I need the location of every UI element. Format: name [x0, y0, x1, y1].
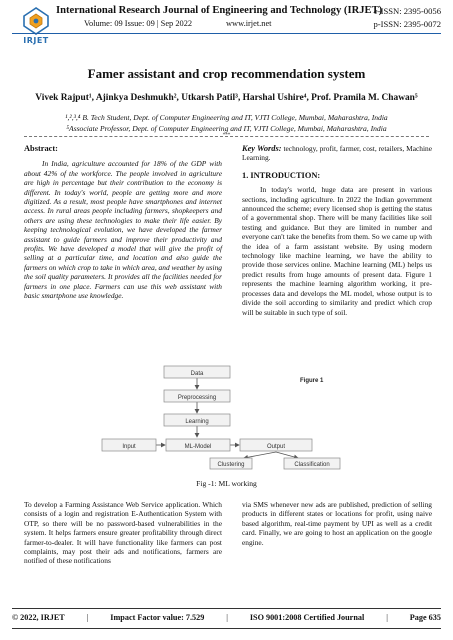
- node-output: [240, 439, 312, 451]
- author-list: Vivek Rajput¹, Ajinkya Deshmukh², Utkarsh Patil³, Harshal Ushire⁴, Prof. Pramila M. Chawan⁵: [35, 93, 418, 103]
- journal-footer: [12, 613, 441, 622]
- journal-name: International Research Journal of Engineering and Technology (IRJET): [56, 5, 383, 16]
- ml-working-figure: [100, 364, 356, 470]
- ml-flow-diagram: [100, 364, 356, 470]
- node-classification-label: Classification: [294, 462, 330, 468]
- logo-emblem-icon: [20, 6, 52, 36]
- journal-header: [0, 0, 453, 48]
- node-preprocessing: [164, 390, 230, 402]
- node-output-label: Output: [266, 444, 286, 450]
- node-input: [102, 439, 156, 451]
- node-learning-label: Learning: [185, 419, 209, 425]
- footer-impact-factor: Impact Factor value: 7.529: [110, 613, 205, 622]
- abstract-section: [24, 144, 222, 301]
- abstract-heading: Abstract:: [24, 144, 58, 153]
- introduction-body: In today's world, huge data are present in various sections, including agriculture. In 2022 the Indian government announced the scheme; every licensed shop is getting the status of a governmental shop. There will be many facilities like soil testing and guidance. But they are limited in number and everyone can't take the benefits from them. So we came up with the idea of a farm assistant website. By using modern technology like machine learning, we have the ability to provide those services online. Machine learning (ML) helps us predict results from huge amounts of present data. Figure 1 represents the machine learning algorithm working, it pre-processes data and develops the ML model, whose output is to divide the soil according to similarity and predict which crop will be suitable in such type of soil.: [242, 185, 432, 317]
- node-input-label: Input: [122, 444, 136, 450]
- journal-website: www.irjet.net: [226, 19, 272, 28]
- footer-divider: |: [86, 613, 89, 622]
- logo-label: IRJET: [23, 36, 49, 45]
- volume-issue: Volume: 09 Issue: 09 | Sep 2022: [84, 19, 193, 28]
- node-classification: [284, 458, 340, 469]
- edge-output-classification: [276, 452, 298, 458]
- footer-copyright: © 2022, IRJET: [12, 613, 65, 622]
- node-clustering: [210, 458, 252, 469]
- affiliation-professor: ⁵Associate Professor, Dept. of Computer Engineering and IT, VJTI College, Mumbai, Maharashtra, India: [66, 124, 387, 133]
- keywords-intro-section: [242, 144, 432, 317]
- e-issn: e-ISSN: 2395-0056: [373, 6, 441, 16]
- p-issn: p-ISSN: 2395-0072: [373, 19, 441, 29]
- node-ml-model: [166, 439, 230, 451]
- abstract-body: In India, agriculture accounted for 18% of the GDP with about 42% of the workforce. The people involved in agriculture are high in percentage but their contribution to the economy is different. In today's world, people are getting more and more digitized. As a result, most people have smartphones and internet access. In rural areas people including farmers, shopkeepers and others are using these technologies to make their life easier. By keeping technological evolution, we have developed the farmer assistant to guide farmers and improve their productivity and profits. We have developed a model that will give the profit of selling at a particular time, and location and also guide the farmers on which crop to take in which area, and weather by using the soil quality parameters. It provides all the facilities needed for farmers in one place. Farmers can use this web assistant with basic smartphone use knowledge.: [24, 159, 222, 301]
- footer-iso: ISO 9001:2008 Certified Journal: [249, 613, 365, 622]
- figure-caption: Fig -1: ML working: [196, 479, 257, 488]
- header-divider: [12, 33, 441, 34]
- node-ml-model-label: ML-Model: [184, 444, 212, 450]
- body-left-column: To develop a Farming Assistance Web Service application. Which consists of a login and registration E-Authentication System with OTP, so there will be no password-based vulnerabilities in the system. It helps farmers ensure greater profitability through direct farmer-to-dealer. It will have functionality like farmers can post complaints, may post their ads and notifications, farmers are notified of these notifications: [24, 500, 222, 566]
- irjet-logo: [20, 6, 52, 46]
- node-preprocessing-label: Preprocessing: [177, 395, 217, 401]
- separator-stars: ***: [222, 132, 231, 138]
- body-right-column: via SMS whenever new ads are published, prediction of selling products in different states or locations for profit, using naive based algorithm, real-time payment by UPI as well as a credit card. Finally, we are going to host an application on the google engine.: [242, 500, 432, 547]
- footer-bottom-rule: [12, 628, 441, 629]
- keywords: [242, 144, 432, 163]
- node-data: [164, 366, 230, 378]
- affiliation-students: ¹,²,³,⁴ B. Tech Student, Dept. of Computer Engineering and IT, VJTI College, Mumbai, Maharashtra, India: [65, 113, 388, 122]
- paper-title: Famer assistant and crop recommendation system: [87, 66, 366, 81]
- keywords-heading: Key Words:: [242, 144, 282, 153]
- node-data-label: Data: [190, 371, 204, 377]
- node-clustering-label: Clustering: [217, 462, 245, 468]
- footer-divider: |: [386, 613, 388, 622]
- footer-divider: |: [226, 613, 228, 622]
- figure-label: Figure 1: [300, 378, 324, 384]
- footer-page-number: Page 635: [409, 613, 441, 622]
- node-learning: [164, 414, 230, 426]
- introduction-heading: 1. INTRODUCTION:: [242, 170, 321, 180]
- keywords-body: technology, profit, farmer, cost, retailers, Machine Learning.: [242, 144, 432, 163]
- edge-output-clustering: [244, 452, 276, 458]
- footer-top-rule: [12, 608, 441, 609]
